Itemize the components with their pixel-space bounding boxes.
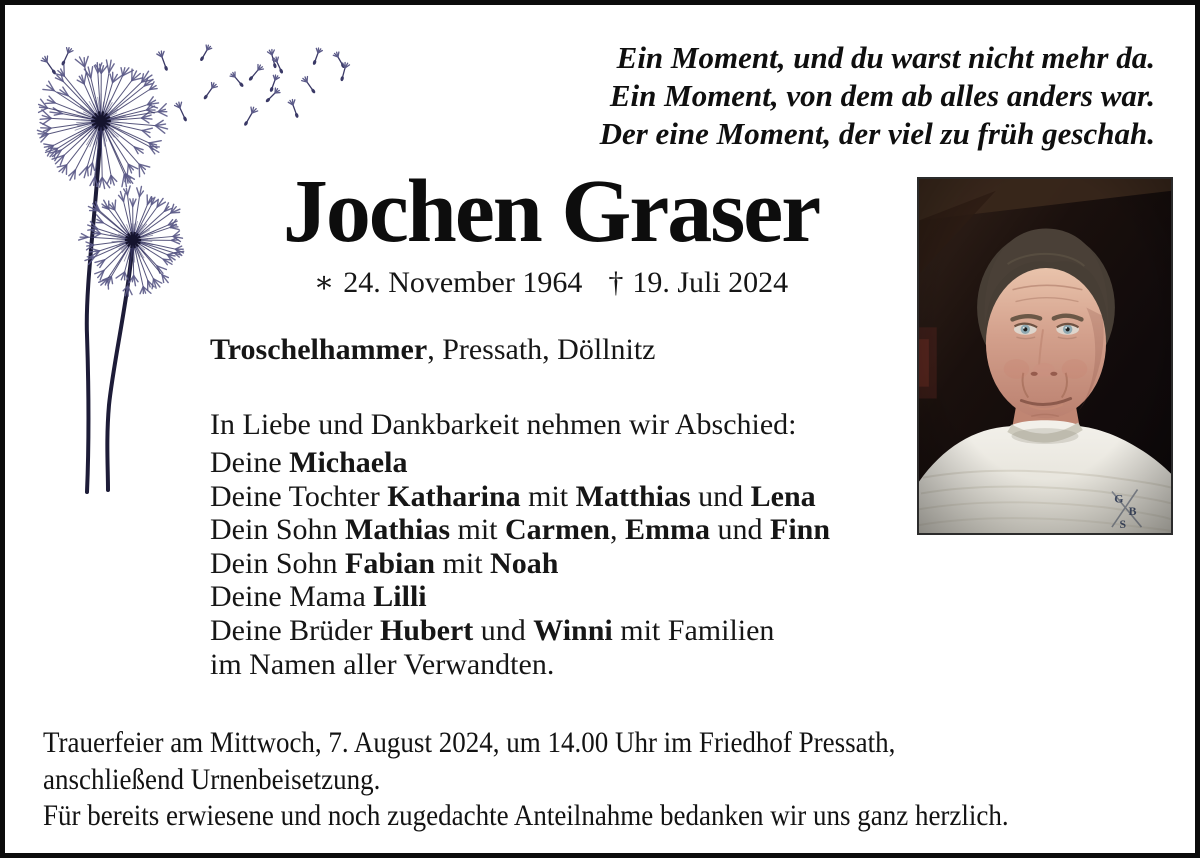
birth-star-symbol: ∗ (313, 266, 335, 299)
farewell-intro: In Liebe und Dankbarkeit nehmen wir Abschied: (210, 408, 797, 441)
portrait-photo (917, 177, 1173, 535)
quote-line: Der eine Moment, der viel zu früh geschah. (599, 116, 1155, 151)
death-date: 19. Juli 2024 (632, 266, 789, 299)
birth-date: 24. November 1964 (343, 266, 583, 299)
quote-line: Ein Moment, von dem ab alles anders war. (609, 78, 1155, 113)
places-line: Troschelhammer, Pressath, Döllnitz (210, 333, 656, 366)
life-dates (205, 268, 897, 298)
funeral-info (43, 725, 1116, 835)
funeral-line-2: anschließend Urnenbeisetzung. (43, 762, 381, 796)
portrait-image (919, 179, 1171, 533)
title-block (205, 162, 897, 261)
mourner-line: im Namen aller Verwandten. (210, 647, 555, 681)
mourner-line: Dein Sohn Fabian mit Noah (210, 546, 559, 580)
memorial-quote (600, 39, 1155, 153)
mourner-line: Deine Mama Lilli (210, 580, 427, 614)
thanks-line: Für bereits erwiesene und noch zugedachte Anteilnahme bedanken wir uns ganz herzlich. (43, 799, 1009, 832)
death-cross-symbol: † (608, 266, 624, 299)
mourner-line: Dein Sohn Mathias mit Carmen, Emma und Finn (210, 513, 831, 547)
quote-line: Ein Moment, und du warst nicht mehr da. (616, 40, 1155, 75)
mourner-line: Deine Michaela (210, 446, 408, 479)
mourner-line: Deine Brüder Hubert und Winni mit Familien (210, 613, 775, 647)
deceased-name: Jochen Graser (282, 162, 820, 261)
funeral-line-1: Trauerfeier am Mittwoch, 7. August 2024, um 14.00 Uhr im Friedhof Pressath, (43, 726, 896, 759)
mourner-line: Deine Tochter Katharina mit Matthias und Lena (210, 479, 816, 513)
mourners-list (210, 446, 830, 681)
